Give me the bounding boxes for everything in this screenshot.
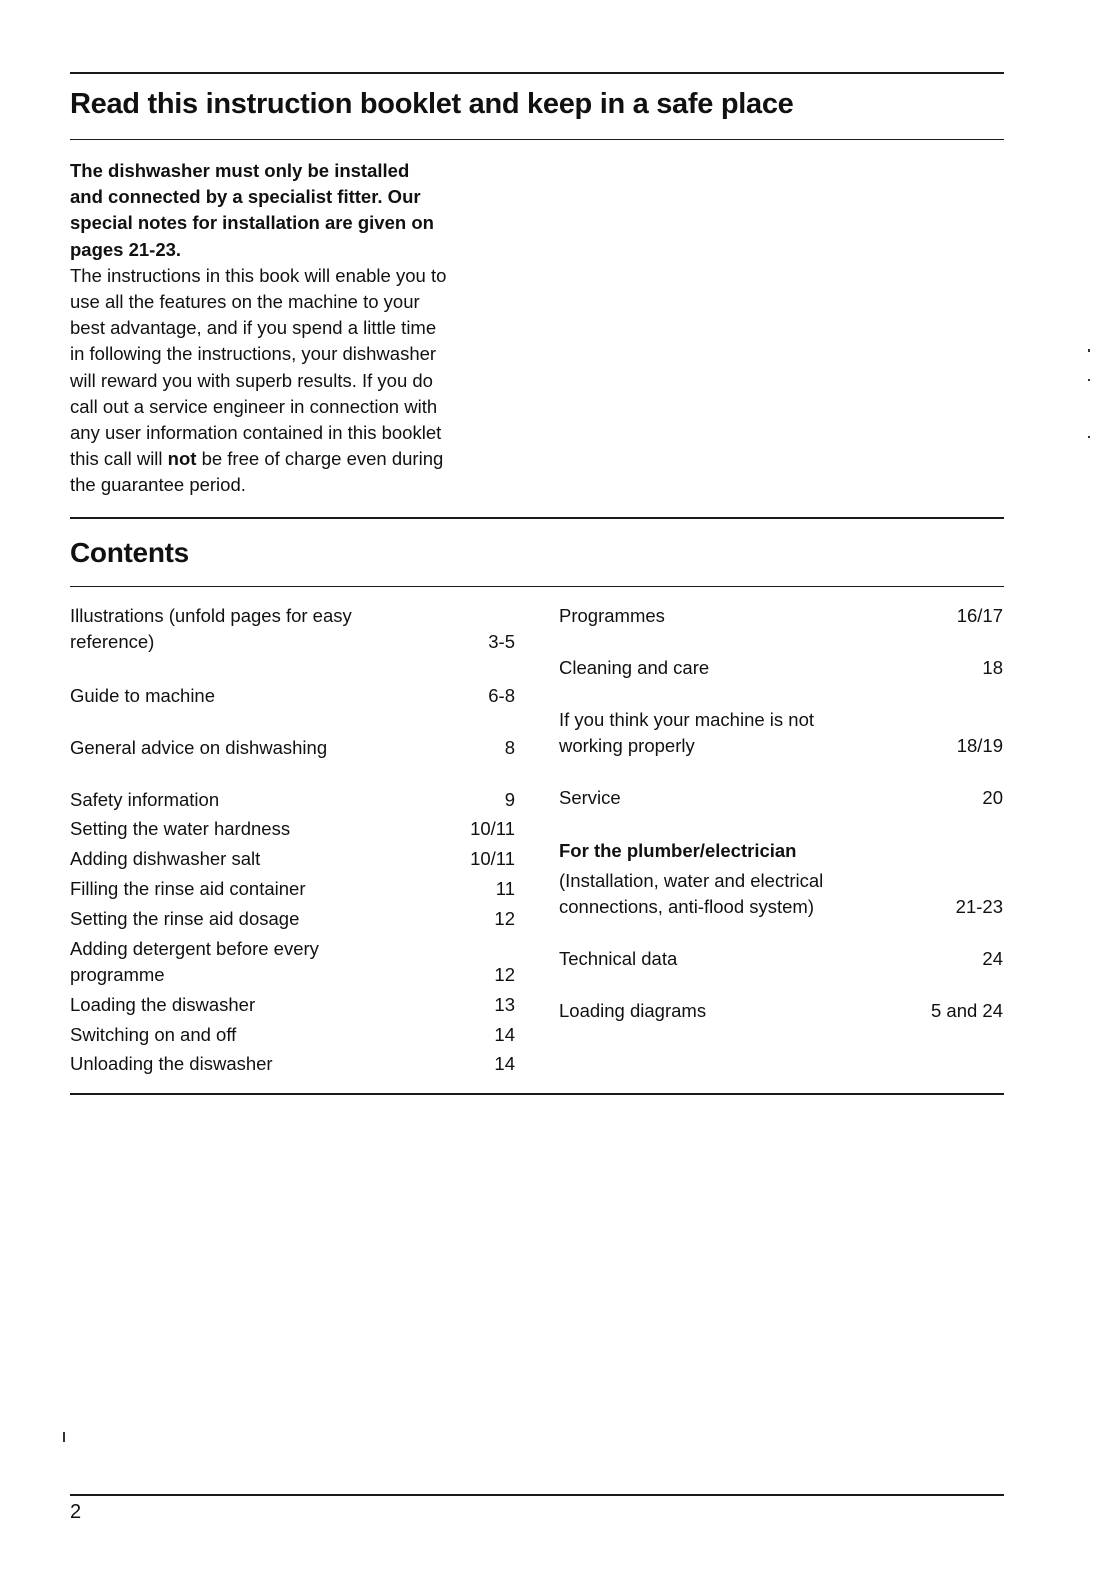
toc-entry	[70, 816, 515, 842]
scan-speck	[1088, 349, 1090, 352]
toc-entry-label: Illustrations (unfold pages for easy	[70, 605, 352, 626]
toc-section-heading	[559, 838, 1003, 864]
emphasis-before: this call will	[70, 448, 168, 470]
toc-entry-label: working properly	[559, 735, 695, 756]
toc-entry-page: 11	[495, 878, 515, 899]
toc-entry-label: reference)	[70, 631, 155, 652]
toc-entry-label: Loading diagrams	[559, 1000, 707, 1021]
toc-entry	[559, 785, 1003, 811]
toc-entry-page: 3-5	[488, 631, 515, 652]
toc-entry	[70, 603, 515, 655]
page-title: Read this instruction booklet and keep in a safe place	[70, 88, 794, 120]
intro-bold-line: pages 21-23.	[70, 238, 182, 260]
intro-body-line: use all the features on the machine to your	[70, 291, 420, 313]
intro-body-line: any user information contained in this booklet	[70, 422, 442, 444]
toc-entry-label: Switching on and off	[70, 1024, 237, 1045]
toc-entry-page: 21-23	[955, 896, 1003, 917]
contents-underline	[70, 586, 1004, 587]
toc-entry	[70, 992, 515, 1018]
intro-emphasis-line	[70, 446, 530, 472]
toc-entry-page: 8	[504, 737, 515, 758]
toc-entry-label: Safety information	[70, 789, 220, 810]
toc-entry-page: 18	[982, 657, 1003, 678]
toc-entry-page: 10/11	[470, 818, 515, 839]
toc-entry	[70, 787, 515, 813]
toc-entry-page: 16/17	[956, 605, 1003, 626]
toc-entry-page: 18/19	[956, 735, 1003, 756]
intro-text	[70, 158, 530, 499]
contents-heading: Contents	[70, 537, 189, 568]
intro-body-line: call out a service engineer in connection with	[70, 395, 438, 417]
toc-entry-label: Setting the water hardness	[70, 818, 291, 839]
toc-entry-page: 12	[494, 964, 515, 985]
toc-entry-page: 6-8	[488, 685, 515, 706]
scan-speck	[1088, 379, 1090, 381]
toc-entry-label: connections, anti-flood system)	[559, 896, 815, 917]
toc-entry-label: If you think your machine is not	[559, 709, 815, 730]
toc-entry-label: Technical data	[559, 948, 678, 969]
intro-body-line: The instructions in this book will enable you to	[70, 264, 447, 286]
toc-entry	[559, 998, 1003, 1024]
scan-speck	[1088, 436, 1090, 438]
toc-entry-label: Adding dishwasher salt	[70, 848, 261, 869]
intro-bold-line: and connected by a specialist fitter. Our	[70, 186, 421, 208]
intro-body-line: in following the instructions, your dishwasher	[70, 343, 437, 365]
toc-entry-label: Programmes	[559, 605, 665, 626]
toc-entry	[70, 876, 515, 902]
toc-entry-label: For the plumber/electrician	[559, 840, 797, 861]
intro-last-line: the guarantee period.	[70, 474, 246, 496]
toc-entry-label: Adding detergent before every	[70, 938, 319, 959]
toc-entry-page: 9	[504, 789, 515, 810]
intro-bold-line: special notes for installation are given on	[70, 212, 434, 234]
toc-entry	[70, 1051, 515, 1077]
intro-body-line: will reward you with superb results. If you do	[70, 369, 433, 391]
intro-body-line: best advantage, and if you spend a little time	[70, 317, 437, 339]
contents-bottom-rule	[70, 1093, 1004, 1095]
toc-entry-label: Cleaning and care	[559, 657, 710, 678]
toc-entry	[559, 868, 1003, 920]
toc-entry	[559, 655, 1003, 681]
toc-entry-page: 20	[982, 787, 1003, 808]
toc-entry-label: Service	[559, 787, 621, 808]
toc-entry-page: 14	[494, 1024, 515, 1045]
toc-entry-page: 10/11	[470, 848, 515, 869]
toc-entry-label: Guide to machine	[70, 685, 216, 706]
emphasis-after: be free of charge even during	[196, 448, 444, 470]
page-number: 2	[70, 1501, 82, 1523]
toc-entry	[70, 846, 515, 872]
section-divider	[70, 517, 1004, 519]
toc-entry-page: 13	[494, 994, 515, 1015]
top-rule	[70, 72, 1004, 74]
toc-entry	[70, 936, 515, 988]
toc-entry	[70, 735, 515, 761]
toc-entry	[559, 603, 1003, 629]
toc-entry	[559, 707, 1003, 759]
toc-entry-page: 12	[494, 908, 515, 929]
toc-entry-page: 5 and 24	[930, 1000, 1003, 1021]
toc-entry-page: 14	[494, 1053, 515, 1074]
toc-entry-label: programme	[70, 964, 165, 985]
scan-speck	[63, 1432, 65, 1442]
toc-entry-label: (Installation, water and electrical	[559, 870, 824, 891]
toc-entry-label: Filling the rinse aid container	[70, 878, 306, 899]
toc-entry	[70, 1022, 515, 1048]
toc-entry-label: Setting the rinse aid dosage	[70, 908, 300, 929]
toc-entry	[559, 946, 1003, 972]
toc-entry-label: Loading the diswasher	[70, 994, 256, 1015]
footer-rule	[70, 1494, 1004, 1496]
emphasis-bold-word: not	[167, 448, 197, 470]
toc-entry-label: Unloading the diswasher	[70, 1053, 273, 1074]
toc-entry	[70, 683, 515, 709]
intro-bold-line: The dishwasher must only be installed	[70, 160, 410, 181]
toc-entry-label: General advice on dishwashing	[70, 737, 328, 758]
title-underline	[70, 139, 1004, 140]
toc-entry-page: 24	[982, 948, 1003, 969]
toc-entry	[70, 906, 515, 932]
